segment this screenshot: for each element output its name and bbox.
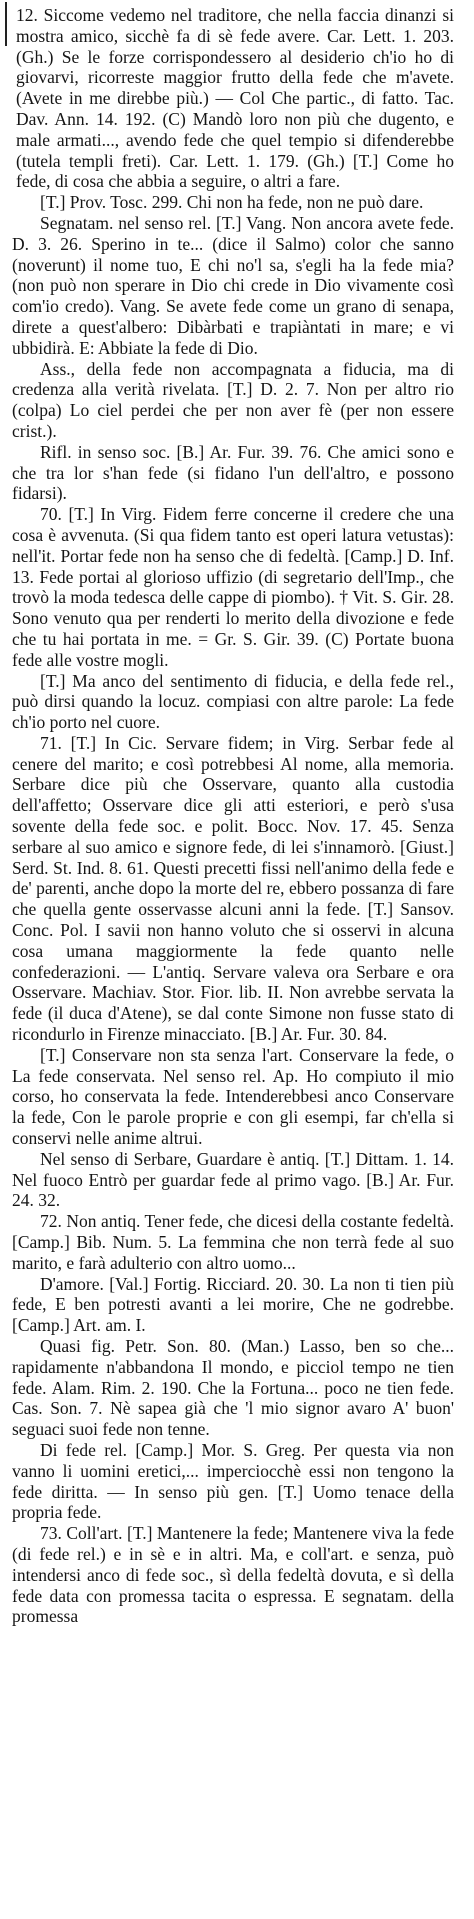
entry-71-conservare: [T.] Conservare non sta senza l'art. Conservare la fede, o La fede conservata. Nel senso rel. Ap. Ho compiuto il mio corso, ho conservata la fede. Intenderebbesi anco Conservare la fede, Con le parole proprie e con gli esempi, far ch'ella si conservi nelle anime altrui. — [12, 1044, 454, 1149]
entry-72-fig: Quasi fig. Petr. Son. 80. (Man.) Lasso, ben so che... rapidamente n'abbandona Il mondo, e picciol tempo ne tien fede. Alam. Rim. 2. 190. Che la Fortuna... poco ne tien fede. Cas. Son. 7. Nè sapea già che 'l mio signor avaro A' buon' seguaci suoi fede non tenne. — [12, 1336, 454, 1440]
entry-72: 72. Non antiq. Tener fede, che dicesi della costante fedeltà. [Camp.] Bib. Num. 5. La femmina che non terrà fede al suo marito, e farà adulterio con altro uomo... — [12, 1211, 454, 1273]
entry-71-serbare: Nel senso di Serbare, Guardare è antiq. [T.] Dittam. 1. 14. Nel fuoco Entrò per guardar fede al primo vago. [B.] Ar. Fur. 24. 32. — [12, 1148, 454, 1211]
entry-12: 12. Siccome vedemo nel traditore, che nella faccia dinanzi si mostra amico, sicchè fa di sè fede avere. Car. Lett. 1. 203. (Gh.) Se le forze corrispondessero al desiderio ch'io ho di giovarvi, ricorreste maggior frutto della fede che m'avete. (Avete in me direbbe più.) — Col Che partic., di fatto. Tac. Dav. Ann. 14. 192. (C) Mandò loro non più che dugento, e male armati..., avendo fede che quel tempio si difenderebbe (tutela templi freti). Car. Lett. 1. 179. (Gh.) [T.] Come ho fede, di cosa che abbia a seguire, o altri a fare. — [16, 5, 454, 192]
entry-12-proverb: [T.] Prov. Tosc. 299. Chi non ha fede, non ne può dare. — [40, 192, 424, 213]
entry-71: 71. [T.] In Cic. Servare fidem; in Virg. Serbar fede al cenere del marito; e così potrebbesi Al nome, alla memoria. Serbare dice più che Osservare, quanto alla custodia dell'affetto; Osservare dice gli atti esteriori, e però s'usa sovente della fede soc. e polit. Bocc. Nov. 17. 45. Senza serbare al suo amico e signore fede, di lei s'innamorò. [Giust.] Serd. St. Ind. 8. 61. Questi precetti fissi nell'animo della fede e de' parenti, anche dopo la morte del re, ebbero possanza di fare che quella gente osservasse alcuni anni la fede. [T.] Sansov. Conc. Pol. I savii non hanno voluto che si osservi in alcuna cosa umana maggiormente la fede quanto nelle confederazioni. — L'antiq. Servare valeva ora Serbare e ora Osservare. Machiav. Stor. Fior. lib. II. Non avrebbe servata la fede (il duca d'Atene), se dal conte Simone non fusse stato di ricondurlo in Firenze minacciato. [B.] Ar. Fur. 30. 84. — [12, 732, 454, 1045]
margin-rule — [5, 2, 7, 46]
entry-12-religious: Segnatam. nel senso rel. [T.] Vang. Non ancora avete fede. D. 3. 26. Sperino in te... (dice il Salmo) color che sanno (noverunt) il nome tuo, E chi no'l sa, s'egli ha la fede mia? (non può non sperare in Dio chi crede in Dio vivamente così com'io credo). Vang. Se avete fede come un grano di senapa, direte a quest'albero: Dibàrbati e trapiàntati in mare; e vi ubbidirà. E: Abbiate la fede di Dio. — [12, 212, 454, 358]
entry-73: 73. Coll'art. [T.] Mantenere la fede; Mantenere viva la fede (di fede rel.) e in sè e in altri. Ma, e coll'art. e senza, può intendersi anco di fede soc., sì della fedeltà dovuta, e sì della fede data con promessa tacita o espressa. E segnatam. della promessa — [12, 1523, 454, 1627]
entry-12-reflexive: Rifl. in senso soc. [B.] Ar. Fur. 39. 76. Che amici sono e che tra lor s'han fede (si fidano l'un dell'altro, e possono fidarsi). — [12, 441, 454, 504]
entry-72-amore: D'amore. [Val.] Fortig. Ricciard. 20. 30. La non ti tien più fede, E ben potresti avanti a lei morire, Che ne godrebbe. [Camp.] Art. am. I. — [12, 1273, 454, 1336]
entry-70-trust: [T.] Ma anco del sentimento di fiducia, e della fede rel., può dirsi quando la locuz. compiasi con altre parole: La fede ch'io porto nel cuore. — [12, 670, 454, 733]
entry-72-rel: Di fede rel. [Camp.] Mor. S. Greg. Per questa via non vanno li uomini eretici,... imperciocchè essi non tengono la fede diritta. — In senso più gen. [T.] Uomo tenace della propria fede. — [12, 1439, 454, 1523]
entry-70: 70. [T.] In Virg. Fidem ferre concerne il credere che una cosa è avvenuta. (Si qua fidem tanto est operi latura vetustas): nell'it. Portar fede non ha senso che di fedeltà. [Camp.] D. Inf. 13. Fede portai al glorioso uffizio (di segretario dell'Imp., che trovò la moda tedesca delle cappe di piombo). † Vit. S. Gir. 28. Sono venuto qua per renderti lo merito della divozione e fede che tu hai portata in me. = Gr. S. Gir. 39. (C) Portate buona fede alle vostre mogli. — [12, 504, 454, 670]
entry-12-absolute: Ass., della fede non accompagnata a fiducia, ma di credenza alla verità rivelata. [T.] D. 2. 7. Non per altro rio (colpa) Lo ciel perdei che per non aver fè (per non essere crist.). — [12, 358, 454, 441]
